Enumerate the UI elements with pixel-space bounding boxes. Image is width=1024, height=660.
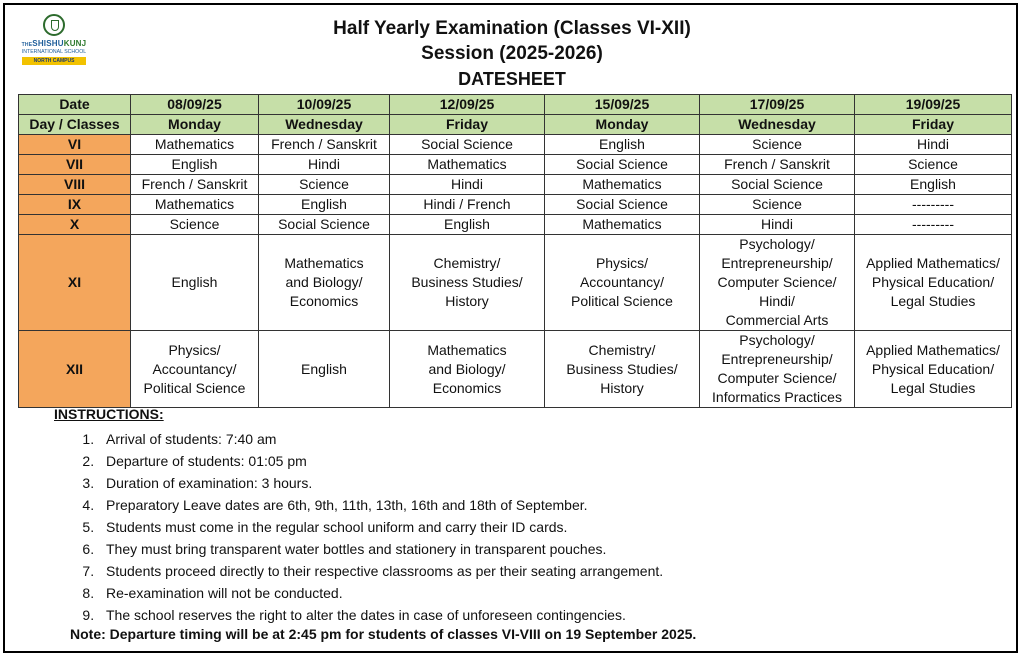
class-row-viii (19, 175, 1012, 195)
subject-line: Hindi (451, 176, 483, 192)
subject-line: Social Science (278, 216, 370, 232)
subject-line: --------- (912, 196, 954, 212)
logo-subtitle: INTERNATIONAL SCHOOL (21, 49, 87, 55)
subject-line: English (599, 136, 645, 152)
class-row-vii (19, 155, 1012, 175)
subject-cell (131, 215, 259, 235)
subject-line: English (910, 176, 956, 192)
class-label: X (19, 215, 131, 235)
subject-cell (545, 135, 700, 155)
subject-cell (700, 135, 855, 155)
subject-cell (259, 235, 390, 331)
subject-line: Science (908, 156, 958, 172)
subject-line: Chemistry/ (433, 255, 501, 271)
subject-line: English (444, 216, 490, 232)
subject-line: French / Sanskrit (724, 156, 830, 172)
subject-line: English (301, 196, 347, 212)
subject-cell (700, 175, 855, 195)
subject-line: --------- (912, 216, 954, 232)
subject-line: Hindi (917, 136, 949, 152)
class-row-x (19, 215, 1012, 235)
subject-line: Social Science (421, 136, 513, 152)
subject-cell (390, 135, 545, 155)
subject-line: Political Science (571, 293, 673, 309)
subject-line: Social Science (576, 196, 668, 212)
subject-cell (855, 195, 1012, 215)
class-row-xi (19, 235, 1012, 331)
datesheet-title: DATESHEET (458, 69, 566, 89)
subject-cell (855, 135, 1012, 155)
datesheet-table (18, 94, 1012, 408)
subject-line: Business Studies/ (566, 360, 678, 377)
subject-cell (131, 235, 259, 331)
subject-line: Mathematics (284, 255, 364, 271)
day-row (19, 115, 1012, 135)
subject-line: Hindi (308, 156, 340, 172)
subject-cell (259, 195, 390, 215)
date-cell: 08/09/25 (131, 95, 259, 115)
subject-line: Science (299, 176, 349, 192)
subject-cell (700, 155, 855, 175)
date-label: Date (19, 95, 131, 115)
subject-cell (545, 331, 700, 408)
subject-cell (700, 235, 855, 331)
instruction-item: 8. Re-examination will not be conducted. (98, 582, 663, 604)
subject-line: Hindi / French (423, 196, 511, 212)
subject-line: Science (752, 136, 802, 152)
subject-line: Physics/ (595, 255, 649, 271)
subject-cell (700, 215, 855, 235)
date-cell: 17/09/25 (700, 95, 855, 115)
subject-line: Hindi (761, 216, 793, 232)
logo-school-name: THESHISHUKUNJ (21, 39, 87, 48)
subject-line: Physical Education/ (871, 360, 995, 377)
subject-cell (545, 175, 700, 195)
subject-cell (131, 155, 259, 175)
subject-line: Psychology/ (739, 332, 815, 348)
date-cell: 19/09/25 (855, 95, 1012, 115)
day-label: Day / Classes (19, 115, 131, 135)
date-cell: 12/09/25 (390, 95, 545, 115)
subject-line: Mathematics (582, 216, 662, 232)
day-cell: Friday (390, 115, 545, 135)
subject-line: Psychology/ (739, 236, 815, 252)
instruction-item: 7. Students proceed directly to their respective classrooms as per their seating arrangement. (98, 560, 663, 582)
subject-cell (131, 135, 259, 155)
instruction-item: 2. Departure of students: 01:05 pm (98, 450, 663, 472)
subject-cell (545, 235, 700, 331)
subject-cell (259, 215, 390, 235)
subject-line: Political Science (143, 379, 246, 396)
subject-line: Applied Mathematics/ (866, 255, 1000, 271)
day-cell: Wednesday (700, 115, 855, 135)
subject-line: Applied Mathematics/ (866, 341, 1000, 358)
subject-cell (545, 155, 700, 175)
class-row-vi (19, 135, 1012, 155)
class-label: XI (19, 235, 131, 331)
day-cell: Friday (855, 115, 1012, 135)
subject-cell (259, 175, 390, 195)
subject-line: Accountancy/ (579, 274, 665, 290)
subject-line: Social Science (731, 176, 823, 192)
subject-cell (390, 155, 545, 175)
subject-line: Computer Science/ (717, 274, 837, 290)
subject-cell (259, 155, 390, 175)
instruction-item: 6. They must bring transparent water bottles and stationery in transparent pouches. (98, 538, 663, 560)
session-title: Session (2025-2026) (421, 43, 603, 64)
subject-line: Accountancy/ (152, 360, 237, 377)
instruction-item: 1. Arrival of students: 7:40 am (98, 428, 663, 450)
class-label: VI (19, 135, 131, 155)
instructions-heading: INSTRUCTIONS: (54, 406, 164, 422)
instruction-item: 5. Students must come in the regular school uniform and carry their ID cards. (98, 516, 663, 538)
day-cell: Wednesday (259, 115, 390, 135)
subject-line: Physical Education/ (871, 274, 995, 290)
class-label: VIII (19, 175, 131, 195)
subject-cell (855, 331, 1012, 408)
date-cell: 10/09/25 (259, 95, 390, 115)
subject-line: Mathematics (582, 176, 662, 192)
subject-line: Economics (432, 379, 502, 396)
subject-cell (390, 195, 545, 215)
subject-line: Legal Studies (890, 293, 976, 309)
subject-cell (259, 331, 390, 408)
subject-line: Informatics Practices (712, 389, 842, 405)
subject-cell (390, 331, 545, 408)
subject-line: Entrepreneurship/ (721, 255, 833, 271)
instruction-item: 4. Preparatory Leave dates are 6th, 9th, 11th, 13th, 16th and 18th of September. (98, 494, 663, 516)
subject-cell (131, 175, 259, 195)
subject-cell (545, 195, 700, 215)
subject-cell (545, 215, 700, 235)
subject-line: English (301, 360, 347, 377)
class-row-ix (19, 195, 1012, 215)
subject-cell (700, 195, 855, 215)
subject-line: Legal Studies (890, 379, 976, 396)
instruction-item: 9. The school reserves the right to alter the dates in case of unforeseen contingencies. (98, 604, 663, 626)
class-label: VII (19, 155, 131, 175)
day-cell: Monday (131, 115, 259, 135)
subject-cell (390, 215, 545, 235)
subject-line: Business Studies/ (411, 274, 523, 290)
subject-cell (855, 235, 1012, 331)
subject-line: Science (169, 216, 220, 232)
logo-campus-badge: NORTH CAMPUS (22, 57, 86, 65)
subject-line: History (600, 379, 644, 396)
subject-cell (390, 235, 545, 331)
class-label: XII (19, 331, 131, 408)
departure-note: Note: Departure timing will be at 2:45 pm for students of classes VI-VIII on 19 September 2025. (70, 626, 697, 642)
subject-line: Mathematics (154, 136, 235, 152)
subject-line: Economics (289, 293, 359, 309)
subject-line: Entrepreneurship/ (721, 351, 833, 367)
page-title: Half Yearly Examination (Classes VI-XII) (333, 18, 691, 39)
subject-line: French / Sanskrit (141, 176, 248, 192)
subject-line: Commercial Arts (725, 312, 829, 328)
subject-cell (700, 331, 855, 408)
date-row (19, 95, 1012, 115)
subject-cell (259, 135, 390, 155)
class-label: IX (19, 195, 131, 215)
day-cell: Monday (545, 115, 700, 135)
subject-cell (390, 175, 545, 195)
subject-line: and Biology/ (428, 360, 506, 377)
subject-line: Physics/ (168, 341, 221, 358)
subject-line: Mathematics (427, 341, 507, 358)
subject-cell (855, 155, 1012, 175)
subject-line: and Biology/ (285, 274, 363, 290)
subject-line: Computer Science/ (717, 370, 837, 386)
subject-line: French / Sanskrit (271, 136, 377, 152)
date-cell: 15/09/25 (545, 95, 700, 115)
subject-line: Chemistry/ (588, 341, 656, 358)
subject-line: Science (752, 196, 802, 212)
subject-line: Hindi/ (759, 293, 795, 309)
subject-cell (131, 331, 259, 408)
subject-line: History (445, 293, 489, 309)
subject-cell (855, 175, 1012, 195)
subject-line: Mathematics (154, 196, 235, 212)
subject-cell (855, 215, 1012, 235)
subject-line: Mathematics (427, 156, 507, 172)
subject-cell (131, 195, 259, 215)
subject-line: Social Science (576, 156, 668, 172)
class-row-xii (19, 331, 1012, 408)
subject-line: English (171, 274, 218, 290)
subject-line: English (171, 156, 218, 172)
instructions-list (60, 428, 663, 626)
instruction-item: 3. Duration of examination: 3 hours. (98, 472, 663, 494)
